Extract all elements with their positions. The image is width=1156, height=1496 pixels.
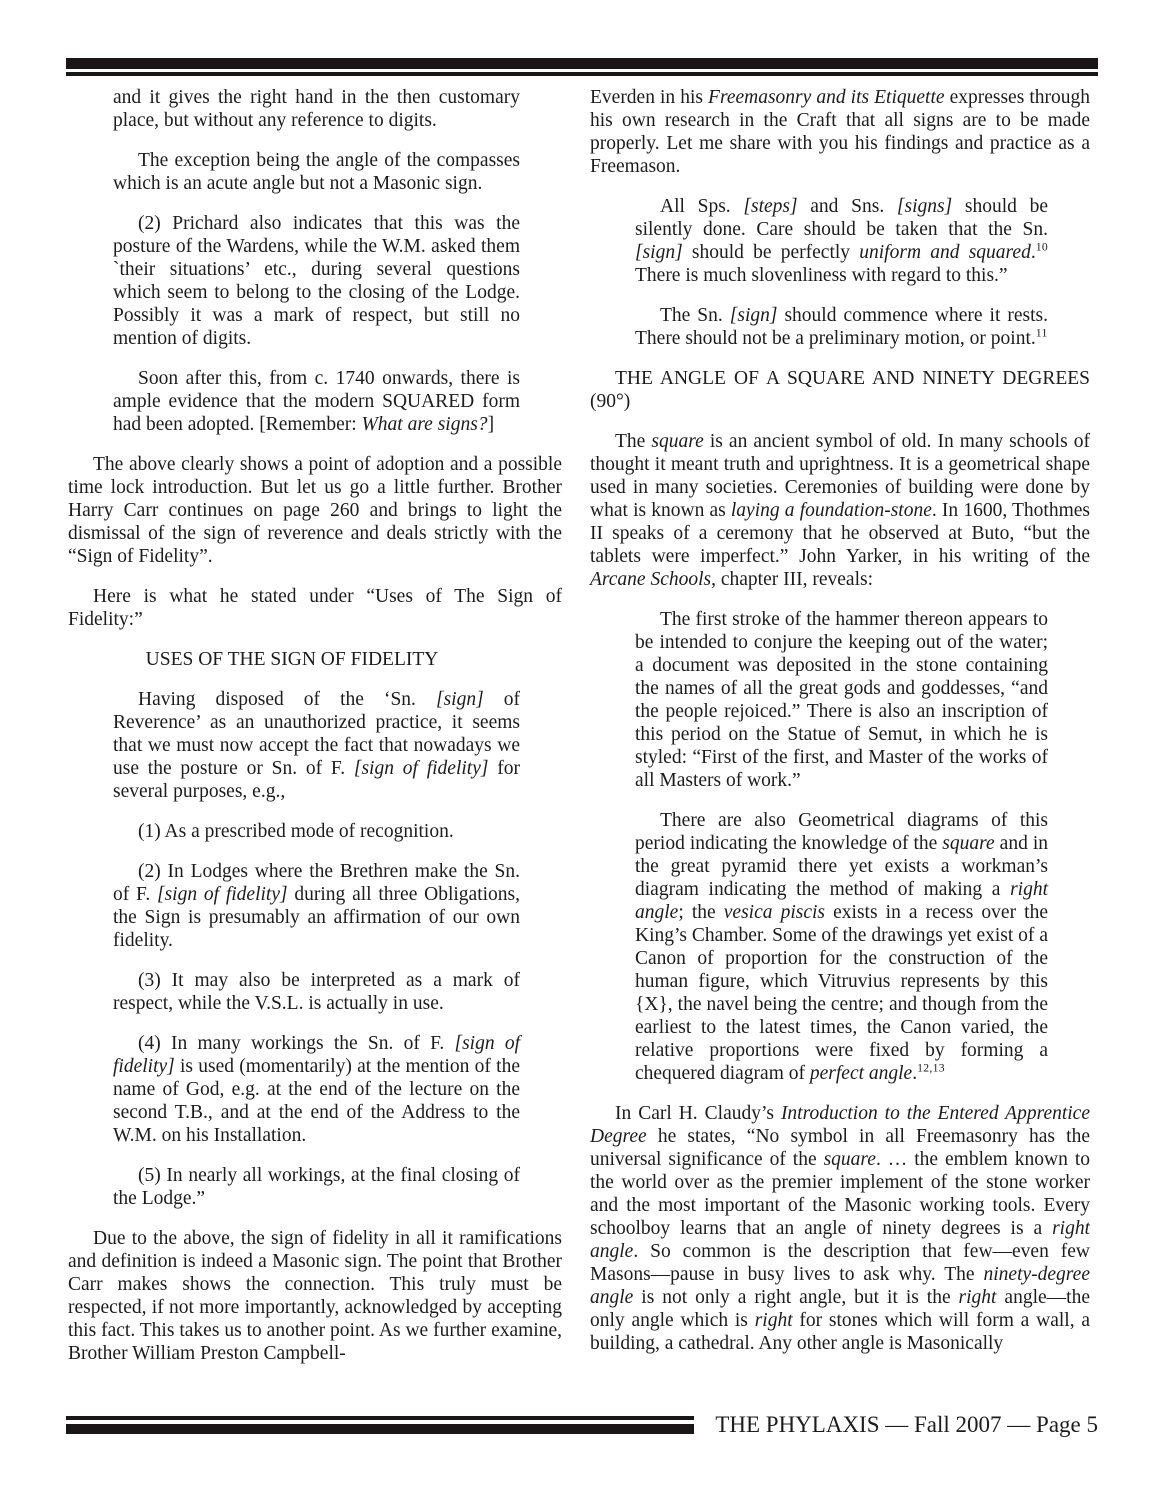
body-paragraph: Everden in his Freemasonry and its Etiquette expresses through his own research in the Craft that all signs are to be made properly. Let me share with you his findings and practice as a Freemason. bbox=[590, 87, 1090, 177]
quote-paragraph: and it gives the right hand in the then customary place, but without any reference to digits. bbox=[113, 87, 520, 131]
quote-paragraph: (5) In nearly all workings, at the final closing of the Lodge.” bbox=[113, 1165, 520, 1209]
quote-paragraph: (2) In Lodges where the Brethren make the Sn. of F. [sign of fidelity] during all three Obligations, the Sign is presumably an affirmation of our own fidelity. bbox=[113, 861, 521, 951]
quote-paragraph: The first stroke of the hammer thereon appears to be intended to conjure the keeping out of the water; a document was deposited in the stone containing the names of all the great gods and goddesses, “and the people rejoiced.” There is also an inscription of this period on the Statue of Semut, in which he is styled: “First of the first, and Master of the works of all Masters of work.” bbox=[635, 609, 1048, 791]
body-paragraph: The above clearly shows a point of adoption and a possible time lock introduction. But let us go a little further. Brother Harry Carr continues on page 260 and brings to light the dismissal of the sign of reverence and deals strictly with the “Sign of Fidelity”. bbox=[68, 454, 562, 567]
section-heading: USES OF THE SIGN OF FIDELITY bbox=[145, 649, 439, 670]
quote-paragraph: There are also Geometrical diagrams of this period indicating the knowledge of the square and in the great pyramid there yet exists a workman’s diagram indicating the method of making a right angle; the vesica piscis exists in a recess over the King’s Chamber. Some of the drawings yet exist of a Canon of proportion for the construction of the human figure, which Vitruvius represents by this {X}, the navel being the centre; and though from the earliest to the latest times, the Canon varied, the relative proportions were fixed by forming a chequered diagram of perfect angle.$^{12,13}$ bbox=[635, 810, 1048, 1084]
page-footer bbox=[66, 1412, 1098, 1438]
body-paragraph: The square is an ancient symbol of old. In many schools of thought it meant truth and uprightness. It is a geometrical shape used in many societies. Ceremonies of building were done by what is known as laying a foundation-stone. In 1600, Thothmes II speaks of a ceremony that he observed at Buto, “but the tablets were imperfect.” John Yarker, in his writing of the Arcane Schools, chapter III, reveals: bbox=[590, 431, 1090, 590]
section-heading: THE ANGLE OF A SQUARE AND NINETY DEGREES (90°) bbox=[590, 368, 1090, 412]
footer-text: THE PHYLAXIS — Fall 2007 — Page 5 bbox=[715, 1412, 1098, 1437]
quote-paragraph: (3) It may also be interpreted as a mark of respect, while the V.S.L. is actually in use. bbox=[113, 970, 520, 1014]
quote-paragraph: The Sn. [sign] should commence where it rests. There should not be a preliminary motion, or point.$^{11}$ bbox=[635, 305, 1048, 349]
header-rule-thick bbox=[66, 58, 1098, 69]
footer-rule-thick bbox=[66, 1424, 694, 1434]
body-paragraph: Here is what he stated under “Uses of The Sign of Fidelity:” bbox=[68, 586, 562, 630]
right-column bbox=[590, 86, 1090, 1398]
quote-paragraph: (1) As a prescribed mode of recognition. bbox=[138, 821, 454, 842]
footer-double-rule bbox=[66, 1416, 694, 1434]
header-double-rule bbox=[66, 58, 1098, 76]
body-paragraph: Due to the above, the sign of fidelity in all it ramifications and definition is indeed a Masonic sign. The point that Brother Carr makes shows the connection. This truly must be respected, if not more importantly, acknowledged by accepting this fact. This takes us to another point. As we further examine, Brother William Preston Campbell- bbox=[68, 1228, 562, 1364]
quote-paragraph: (2) Prichard also indicates that this was the posture of the Wardens, while the W.M. asked them `their situations’ etc., during several questions which seem to belong to the closing of the Lodge. Possibly it was a mark of respect, but still no mention of digits. bbox=[113, 213, 520, 349]
header-rule-thin bbox=[66, 72, 1098, 76]
quote-paragraph: Soon after this, from c. 1740 onwards, there is ample evidence that the modern SQUARED form had been adopted. [Remember: What are signs?] bbox=[113, 368, 520, 435]
quote-paragraph: Having disposed of the ‘Sn. [sign] of Reverence’ as an unauthorized practice, it seems that we must now accept the fact that nowadays we use the posture or Sn. of F. [sign of fidelity] for several purposes, e.g., bbox=[113, 689, 520, 802]
page-content bbox=[68, 86, 1090, 1398]
quote-paragraph: All Sps. [steps] and Sns. [signs] should be silently done. Care should be taken that the Sn. [sign] should be perfectly uniform and squared.$^{10}$ There is much slovenliness with regard to this.” bbox=[635, 196, 1049, 286]
quote-paragraph: The exception being the angle of the compasses which is an acute angle but not a Masonic sign. bbox=[113, 150, 520, 194]
left-column bbox=[68, 86, 562, 1398]
quote-paragraph: (4) In many workings the Sn. of F. [sign of fidelity] is used (momentarily) at the mention of the name of God, e.g. at the end of the lecture on the second T.B., and at the end of the Address to the W.M. on his Installation. bbox=[113, 1033, 520, 1146]
body-paragraph: In Carl H. Claudy’s Introduction to the Entered Apprentice Degree he states, “No symbol in all Freemasonry has the universal significance of the square. … the emblem known to the world over as the premier implement of the stone worker and the most important of the Masonic working tools. Every schoolboy learns that an angle of ninety degrees is a right angle. So common is the description that few—even few Masons—pause in busy lives to ask why. The ninety-degree angle is not only a right angle, but it is the right angle—the only angle which is right for stones which will form a wall, a building, a cathedral. Any other angle is Masonically bbox=[590, 1103, 1090, 1354]
